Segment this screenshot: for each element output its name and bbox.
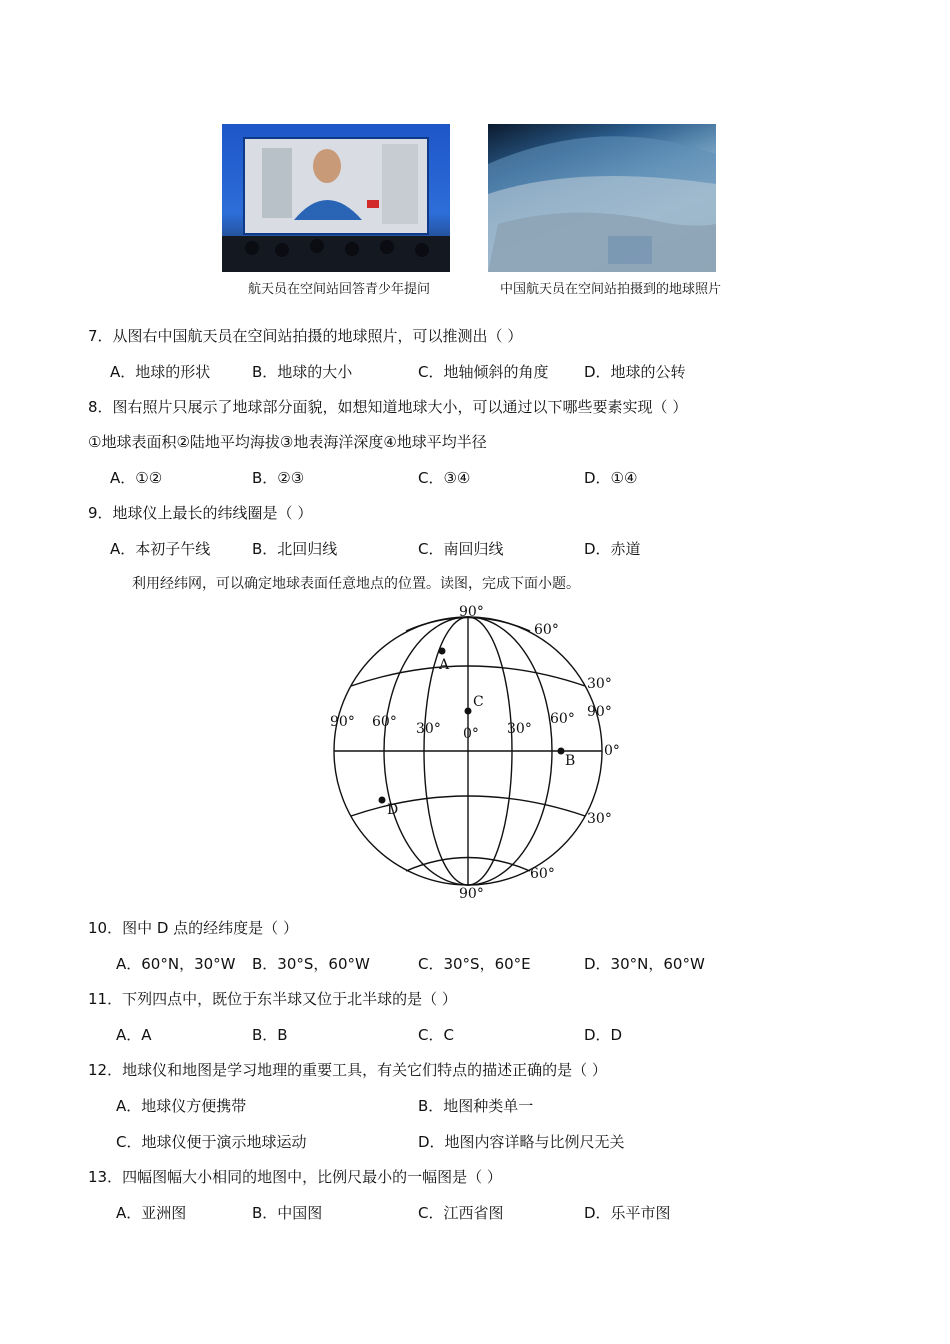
astronaut-video-photo <box>222 124 450 272</box>
q8-option-a[interactable]: A．①② <box>110 469 163 487</box>
point-a-marker <box>439 648 446 655</box>
q7-stem: 7．从图右中国航天员在空间站拍摄的地球照片，可以推测出（ ） <box>88 327 523 345</box>
label-point-d: D <box>387 802 399 818</box>
q11-option-d[interactable]: D．D <box>584 1026 623 1044</box>
q12-option-b[interactable]: B．地图种类单一 <box>418 1097 534 1115</box>
q12-stem: 12．地球仪和地图是学习地理的重要工具，有关它们特点的描述正确的是（ ） <box>88 1061 607 1079</box>
q13-option-b[interactable]: B．中国图 <box>252 1204 323 1222</box>
q10-option-c[interactable]: C．30°S，60°E <box>418 955 531 973</box>
q13-option-d[interactable]: D．乐平市图 <box>584 1204 671 1222</box>
globe-intro-text: 利用经纬网，可以确定地球表面任意地点的位置。读图，完成下面小题。 <box>132 576 580 592</box>
label-90w: 90° <box>330 714 355 730</box>
label-0-meridian: 0° <box>463 726 479 742</box>
q11-option-c[interactable]: C．C <box>418 1026 454 1044</box>
q9-option-a[interactable]: A．本初子午线 <box>110 540 211 558</box>
left-photo-caption: 航天员在空间站回答青少年提问 <box>248 282 431 297</box>
label-30e: 30° <box>507 721 532 737</box>
label-south-pole: 90° <box>459 886 484 902</box>
point-c-marker <box>465 708 472 715</box>
q10-stem: 10．图中 D 点的经纬度是（ ） <box>88 919 298 937</box>
right-photo-caption: 中国航天员在空间站拍摄到的地球照片 <box>500 282 722 297</box>
label-90e: 90° <box>587 704 612 720</box>
q10-option-a[interactable]: A．60°N，30°W <box>116 955 236 973</box>
label-60n: 60° <box>534 622 559 638</box>
q8-option-c[interactable]: C．③④ <box>418 469 471 487</box>
label-equator-0: 0° <box>604 743 620 759</box>
label-point-a: A <box>439 657 450 673</box>
point-d-marker <box>379 797 386 804</box>
label-60s: 60° <box>530 866 555 882</box>
q11-stem: 11．下列四点中，既位于东半球又位于北半球的是（ ） <box>88 990 457 1008</box>
q12-option-d[interactable]: D．地图内容详略与比例尺无关 <box>418 1133 625 1151</box>
earth-from-space-photo <box>488 124 716 272</box>
q11-option-a[interactable]: A．A <box>116 1026 152 1044</box>
q10-option-d[interactable]: D．30°N，60°W <box>584 955 705 973</box>
q13-option-c[interactable]: C．江西省图 <box>418 1204 504 1222</box>
label-60e: 60° <box>550 711 575 727</box>
q8-option-d[interactable]: D．①④ <box>584 469 638 487</box>
label-60w: 60° <box>372 714 397 730</box>
q8-items: ①地球表面积②陆地平均海拔③地表海洋深度④地球平均半径 <box>88 433 487 451</box>
q12-option-a[interactable]: A．地球仪方便携带 <box>116 1097 247 1115</box>
q7-option-a[interactable]: A．地球的形状 <box>110 363 211 381</box>
label-30n: 30° <box>587 676 612 692</box>
astronaut-photo-illustration <box>222 124 450 272</box>
q12-option-c[interactable]: C．地球仪便于演示地球运动 <box>116 1133 307 1151</box>
q9-option-d[interactable]: D．赤道 <box>584 540 641 558</box>
label-north-pole: 90° <box>459 604 484 620</box>
q13-option-a[interactable]: A．亚洲图 <box>116 1204 187 1222</box>
q9-stem: 9．地球仪上最长的纬线圈是（ ） <box>88 504 313 522</box>
label-30w: 30° <box>416 721 441 737</box>
q9-option-c[interactable]: C．南回归线 <box>418 540 504 558</box>
q13-stem: 13．四幅图幅大小相同的地图中，比例尺最小的一幅图是（ ） <box>88 1168 502 1186</box>
point-b-marker <box>558 748 565 755</box>
q8-stem: 8．图右照片只展示了地球部分面貌，如想知道地球大小，可以通过以下哪些要素实现（ ） <box>88 398 688 416</box>
q11-option-b[interactable]: B．B <box>252 1026 288 1044</box>
globe-graticule-figure <box>320 600 630 910</box>
q7-option-c[interactable]: C．地轴倾斜的角度 <box>418 363 549 381</box>
label-point-b: B <box>565 753 576 769</box>
label-point-c: C <box>473 694 484 710</box>
earth-photo-illustration <box>488 124 716 272</box>
q8-option-b[interactable]: B．②③ <box>252 469 305 487</box>
q9-option-b[interactable]: B．北回归线 <box>252 540 338 558</box>
q7-option-d[interactable]: D．地球的公转 <box>584 363 686 381</box>
q7-option-b[interactable]: B．地球的大小 <box>252 363 353 381</box>
q10-option-b[interactable]: B．30°S，60°W <box>252 955 370 973</box>
label-30s: 30° <box>587 811 612 827</box>
